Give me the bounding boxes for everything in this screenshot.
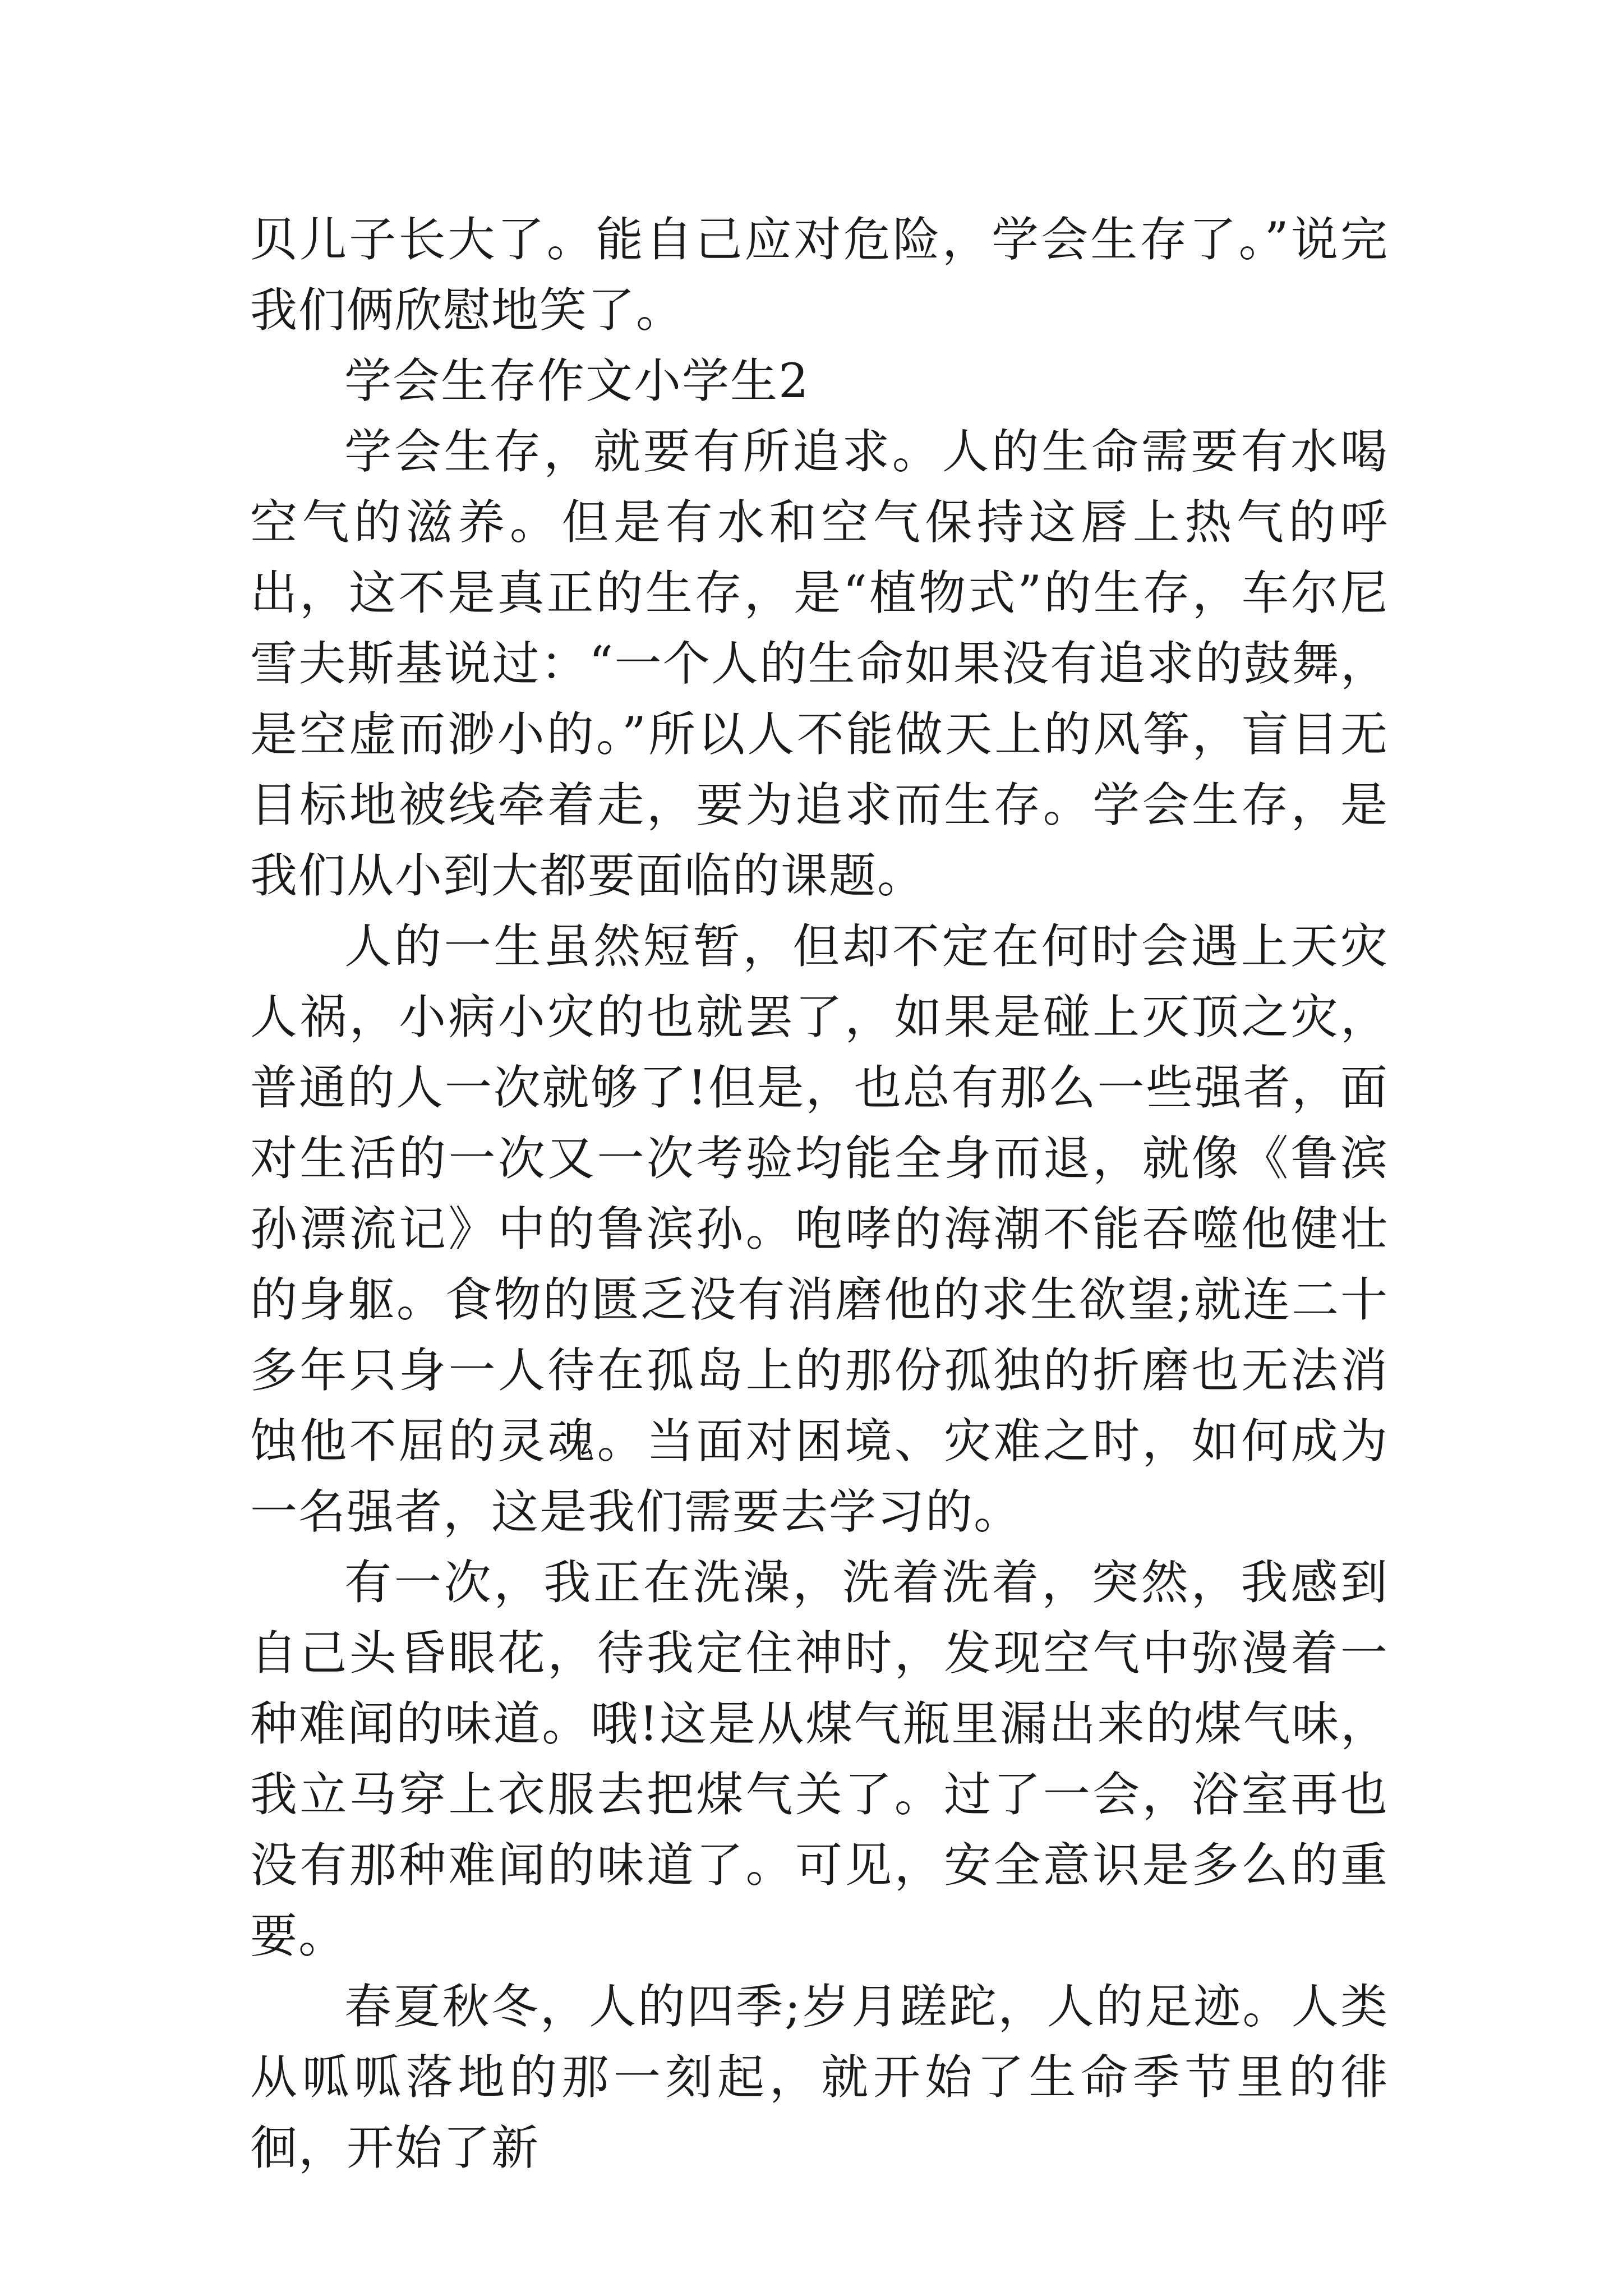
document-body (250, 204, 1389, 2183)
continuation-paragraph: 贝儿子长大了。能自己应对危险，学会生存了。”说完我们俩欣慰地笑了。 (250, 212, 1389, 338)
essay-heading: 学会生存作文小学生2 (344, 353, 810, 408)
body-paragraph-3: 有一次，我正在洗澡，洗着洗着，突然，我感到自己头昏眼花，待我定住神时，发现空气中弥漫着一种难闻的味道。哦!这是从煤气瓶里漏出来的煤气味，我立马穿上衣服去把煤气关了。过了一会，浴室再也没有那种难闻的味道了。可见，安全意识是多么的重要。 (250, 1555, 1389, 1963)
body-paragraph-1: 学会生存，就要有所追求。人的生命需要有水喝空气的滋养。但是有水和空气保持这唇上热气的呼出，这不是真正的生存，是“植物式”的生存，车尔尼雪夫斯基说过：“一个人的生命如果没有追求的鼓舞，是空虚而渺小的。”所以人不能做天上的风筝，盲目无目标地被线牵着走，要为追求而生存。学会生存，是我们从小到大都要面临的课题。 (250, 424, 1389, 903)
body-paragraph-2: 人的一生虽然短暂，但却不定在何时会遇上天灾人祸，小病小灾的也就罢了，如果是碰上灭顶之灾，普通的人一次就够了!但是，也总有那么一些强者，面对生活的一次又一次考验均能全身而退，就像《鲁滨孙漂流记》中的鲁滨孙。咆哮的海潮不能吞噬他健壮的身躯。食物的匮乏没有消磨他的求生欲望;就连二十多年只身一人待在孤岛上的那份孤独的折磨也无法消蚀他不屈的灵魂。当面对困境、灾难之时，如何成为一名强者，这是我们需要去学习的。 (250, 919, 1389, 1539)
body-paragraph-4: 春夏秋冬，人的四季;岁月蹉跎，人的足迹。人类从呱呱落地的那一刻起，就开始了生命季节里的徘徊，开始了新 (250, 1979, 1389, 2175)
